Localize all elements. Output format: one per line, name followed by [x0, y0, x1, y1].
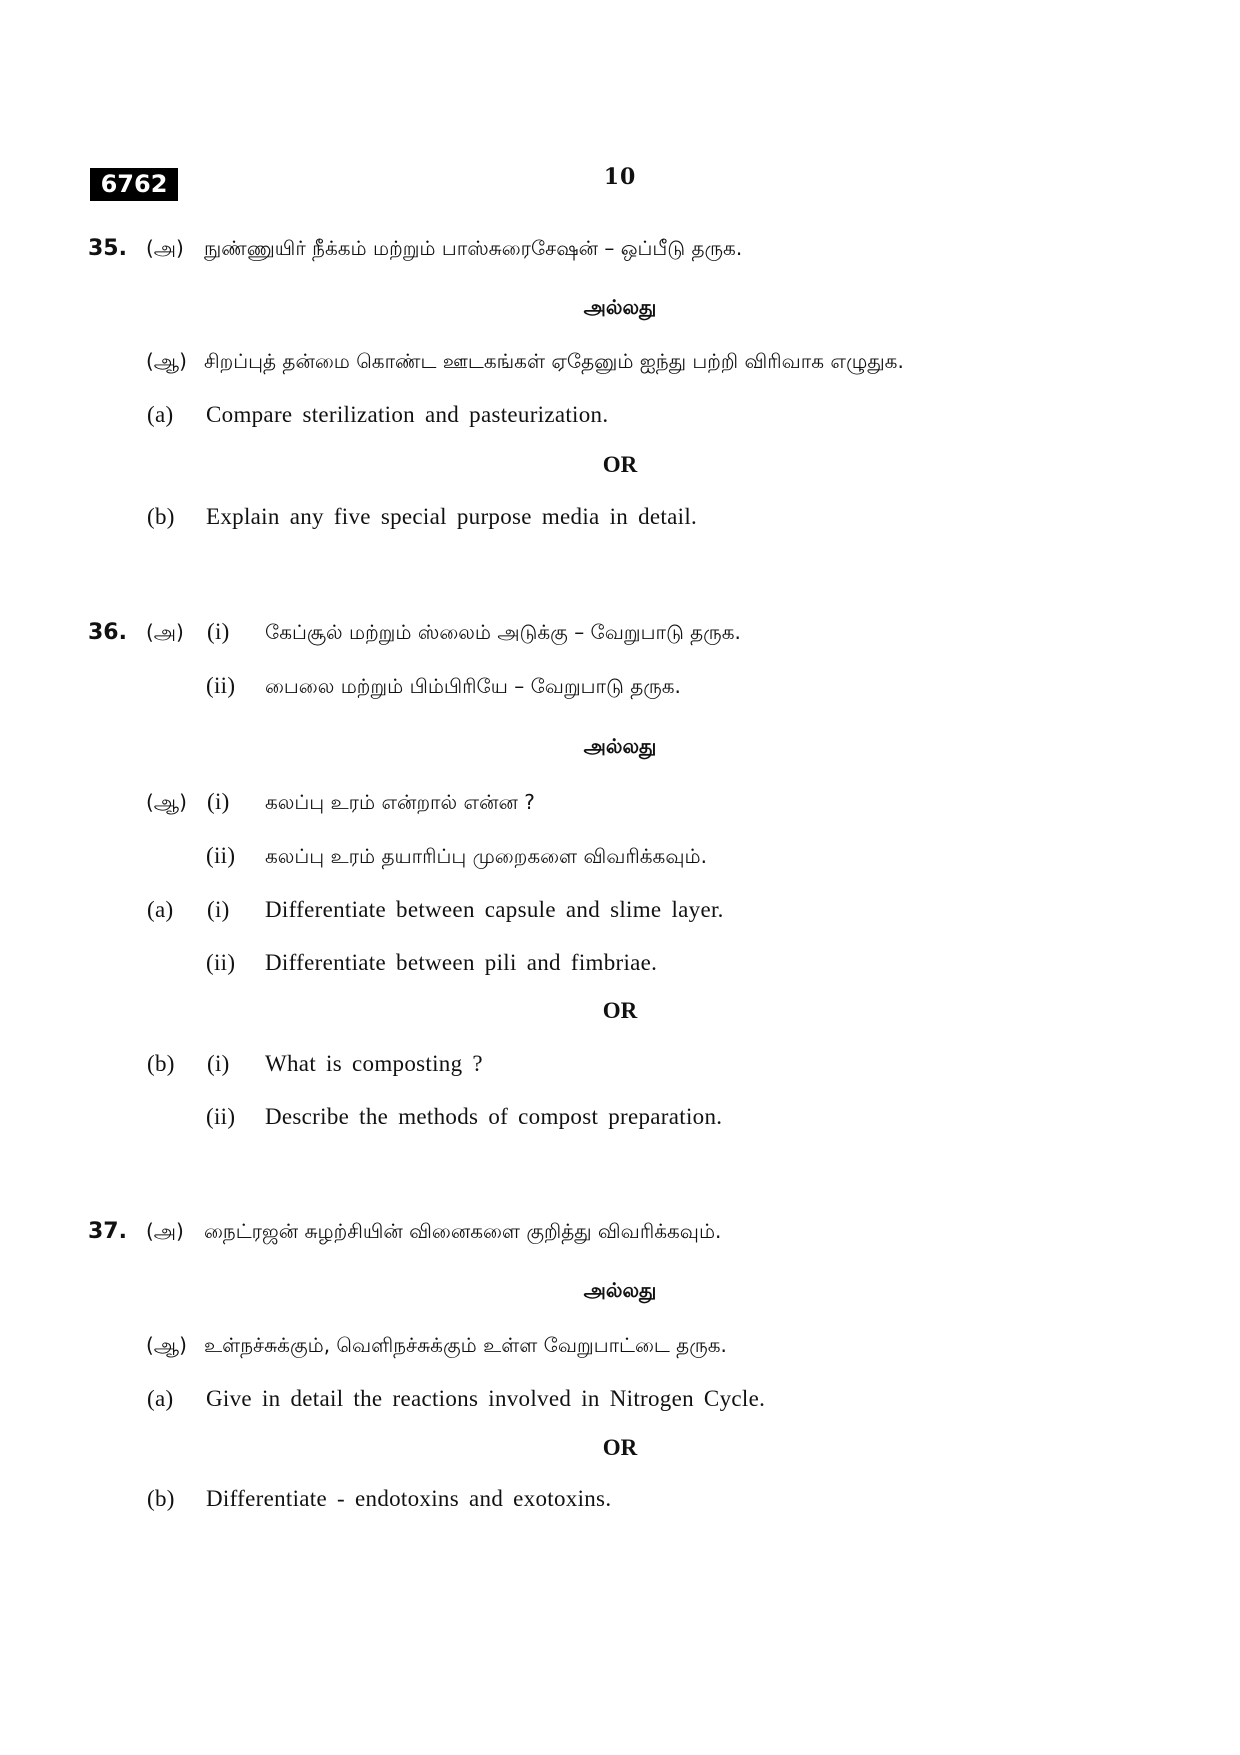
english-option-a-sub-i-label: (i)	[207, 897, 230, 922]
english-or-separator: OR	[602, 998, 638, 1023]
tamil-option-a-label: (அ)	[146, 1219, 184, 1243]
english-option-b-text: Explain any five special purpose media in detail.	[206, 504, 698, 529]
paper-code-badge: 6762	[90, 168, 178, 201]
tamil-or-separator: அல்லது	[583, 1278, 657, 1302]
question-number: 37.	[88, 1219, 127, 1244]
english-option-a-label: (a)	[147, 897, 174, 922]
tamil-option-b-sub-ii-label: (ii)	[206, 843, 236, 868]
tamil-option-a-text: நுண்ணுயிர் நீக்கம் மற்றும் பாஸ்சுரைசேஷன் – ஒப்பீடு தருக.	[204, 236, 743, 260]
english-option-b-sub-i-text: What is composting ?	[265, 1051, 483, 1076]
tamil-option-b-sub-ii-text: கலப்பு உரம் தயாரிப்பு முறைகளை விவரிக்கவும்.	[265, 844, 707, 868]
english-option-b-text: Differentiate - endotoxins and exotoxins.	[206, 1486, 612, 1511]
tamil-option-a-sub-i-label: (i)	[207, 619, 230, 644]
english-option-a-text: Compare sterilization and pasteurization.	[206, 402, 609, 427]
english-option-b-sub-ii-text: Describe the methods of compost preparation.	[265, 1104, 723, 1129]
english-option-a-text: Give in detail the reactions involved in Nitrogen Cycle.	[206, 1386, 766, 1411]
question-number: 35.	[88, 236, 127, 261]
tamil-option-b-label: (ஆ)	[146, 1333, 187, 1357]
tamil-option-a-sub-ii-label: (ii)	[206, 673, 236, 698]
tamil-option-b-text: சிறப்புத் தன்மை கொண்ட ஊடகங்கள் ஏதேனும் ஐந்து பற்றி விரிவாக எழுதுக.	[204, 349, 904, 373]
english-option-b-sub-i-label: (i)	[207, 1051, 230, 1076]
english-option-b-label: (b)	[147, 504, 175, 529]
english-option-a-label: (a)	[147, 1386, 174, 1411]
english-option-a-sub-i-text: Differentiate between capsule and slime layer.	[265, 897, 724, 922]
tamil-or-separator: அல்லது	[583, 295, 657, 319]
english-option-b-label: (b)	[147, 1051, 175, 1076]
tamil-option-a-label: (அ)	[146, 236, 184, 260]
english-or-separator: OR	[602, 1435, 638, 1460]
tamil-option-b-text: உள்நச்சுக்கும், வெளிநச்சுக்கும் உள்ள வேறுபாட்டை தருக.	[204, 1333, 727, 1357]
tamil-option-b-label: (ஆ)	[146, 349, 187, 373]
english-option-b-label: (b)	[147, 1486, 175, 1511]
tamil-option-a-label: (அ)	[146, 620, 184, 644]
tamil-or-separator: அல்லது	[583, 734, 657, 758]
english-option-a-sub-ii-label: (ii)	[206, 950, 236, 975]
english-option-b-sub-ii-label: (ii)	[206, 1104, 236, 1129]
question-number: 36.	[88, 620, 127, 645]
english-option-a-label: (a)	[147, 402, 174, 427]
tamil-option-a-sub-i-text: கேப்சூல் மற்றும் ஸ்லைம் அடுக்கு – வேறுபாடு தருக.	[265, 620, 741, 644]
tamil-option-b-sub-i-label: (i)	[207, 789, 230, 814]
tamil-option-a-text: நைட்ரஜன் சுழற்சியின் வினைகளை குறித்து விவரிக்கவும்.	[204, 1219, 722, 1243]
page-number: 10	[603, 164, 637, 190]
tamil-option-b-label: (ஆ)	[146, 790, 187, 814]
tamil-option-b-sub-i-text: கலப்பு உரம் என்றால் என்ன ?	[265, 790, 535, 814]
english-option-a-sub-ii-text: Differentiate between pili and fimbriae.	[265, 950, 658, 975]
tamil-option-a-sub-ii-text: பைலை மற்றும் பிம்பிரியே – வேறுபாடு தருக.	[265, 674, 681, 698]
english-or-separator: OR	[602, 452, 638, 477]
